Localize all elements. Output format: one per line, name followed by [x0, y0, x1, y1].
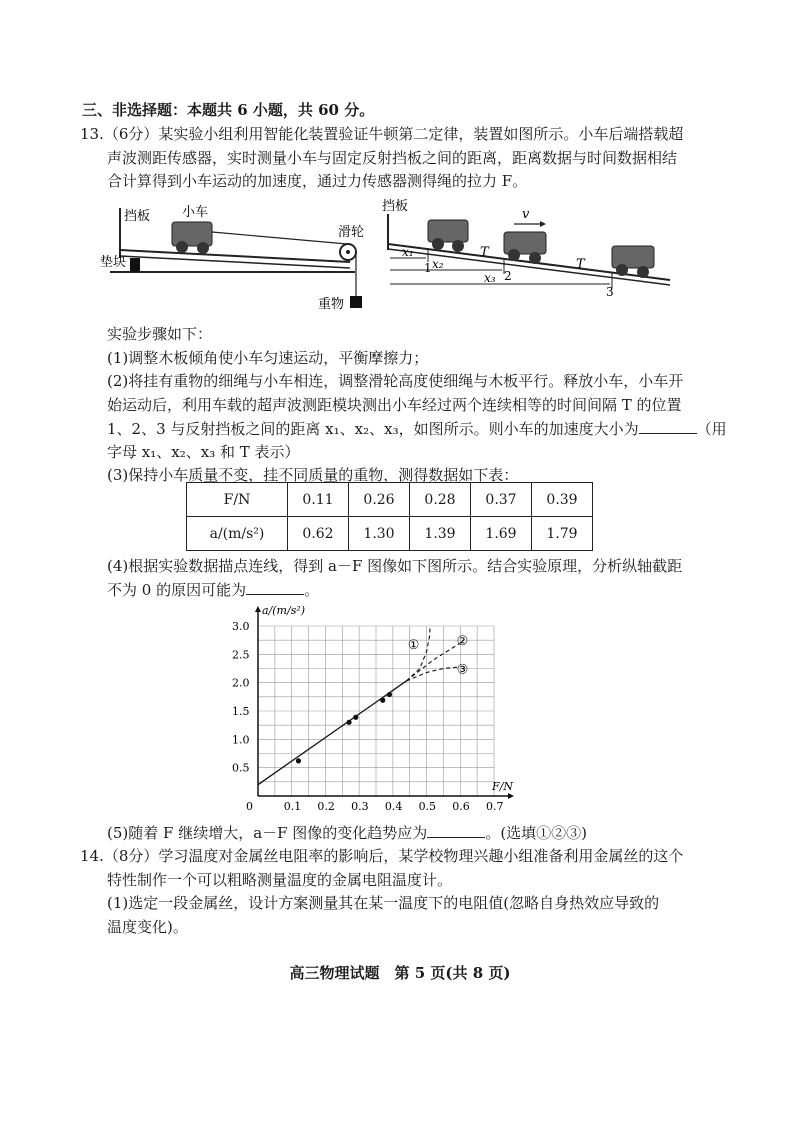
y-tick-label: 1.0 — [232, 733, 250, 747]
data-point — [296, 758, 301, 763]
chart-points — [296, 692, 392, 764]
section-title: 三、非选择题：本题共 6 小题，共 60 分。 — [82, 101, 375, 119]
x-tick-label: 0.6 — [452, 800, 470, 813]
incline-plank-bottom — [120, 256, 350, 268]
y-tick-label: 0.5 — [232, 761, 250, 775]
q14-line-2: 特性制作一个可以粗略测量温度的金属电阻温度计。 — [107, 871, 453, 889]
y-axis-label: a/(m/s²) — [262, 604, 306, 617]
data-point — [380, 698, 385, 703]
x-tick-label: 0.4 — [384, 800, 403, 813]
q13-intro-line-3: 合计算得到小车运动的加速度，通过力传感器测得绳的拉力 F。 — [107, 172, 528, 190]
table-cell: 0.39 — [532, 483, 593, 517]
table-row-acceleration — [187, 517, 593, 551]
table-cell: 0.37 — [471, 483, 532, 517]
q13-intro-line-1: 13.（6分）某实验小组利用智能化装置验证牛顿第二定律，装置如图所示。小车后端搭载超 — [80, 125, 684, 143]
a-f-chart — [222, 600, 522, 815]
cart-position-1 — [428, 220, 468, 242]
cart-body — [172, 222, 212, 246]
label-T2: T — [576, 257, 585, 272]
x-axis-arrow — [508, 793, 514, 799]
data-point — [353, 715, 358, 720]
hanging-weight — [350, 296, 362, 308]
data-table — [186, 482, 593, 551]
cart3-wheel-a — [616, 264, 628, 276]
step-3: (3)保持小车质量不变，挂不同质量的重物，测得数据如下表： — [107, 466, 519, 484]
y-tick-label: 2.5 — [232, 648, 250, 662]
incline-plank-top — [120, 250, 350, 262]
table-head-force: F/N — [187, 483, 288, 517]
step-2-line-2: 始运动后，利用车载的超声波测距模块测出小车经过两个连续相等的时间间隔 T 的位置 — [107, 396, 682, 414]
cart-wheel-right — [197, 242, 209, 254]
x-axis-label: F/N — [492, 780, 513, 793]
table-cell: 1.79 — [532, 517, 593, 551]
wedge-block — [130, 258, 140, 272]
y-tick-label: 1.5 — [232, 705, 250, 718]
data-point — [346, 720, 351, 725]
step-4-line-1: (4)根据实验数据描点连线，得到 a－F 图像如下图所示。结合实验原理，分析纵轴截距 — [107, 557, 683, 575]
x-tick-label: 0.5 — [418, 800, 437, 813]
x-tick-label: 0.3 — [351, 800, 369, 813]
label-weight: 重物 — [318, 297, 345, 312]
cart2-wheel-a — [508, 249, 520, 261]
apparatus-figure-right — [380, 198, 680, 298]
table-cell: 1.39 — [410, 517, 471, 551]
q13-intro-line-2: 声波测距传感器，实时测量小车与固定反射挡板之间的距离，距离数据与时间数据相结 — [107, 149, 678, 167]
label-car: 小车 — [182, 205, 209, 220]
label-v: v — [522, 207, 530, 222]
step-2-line-3-tail: （用 — [696, 420, 727, 438]
apparatus-figure-left — [100, 200, 380, 315]
chart-axes — [255, 606, 514, 799]
x-tick-label: 0 — [246, 800, 253, 813]
step-2-line-4: 字母 x₁、x₂、x₃ 和 T 表示） — [107, 443, 300, 461]
label-p3: 3 — [606, 285, 614, 298]
string-horizontal — [212, 232, 347, 244]
pulley-axle — [346, 250, 350, 254]
step-2-line-3-text: 1、2、3 与反射挡板之间的距离 x₁、x₂、x₃，如图所示。则小车的加速度大小为 — [107, 420, 639, 438]
curve-label-3: ③ — [456, 662, 469, 678]
q14-line-1: 14.（8分）学习温度对金属丝电阻率的影响后，某学校物理兴趣小组准备利用金属丝的这个 — [80, 847, 684, 865]
label-board-right: 挡板 — [382, 199, 409, 214]
y-tick-label: 3.0 — [232, 620, 250, 633]
table-cell: 0.11 — [288, 483, 349, 517]
table-cell: 0.28 — [410, 483, 471, 517]
y-tick-label: 2.0 — [232, 676, 250, 690]
table-cell: 0.26 — [349, 483, 410, 517]
fit-line — [258, 681, 406, 785]
curve-label-1: ① — [407, 638, 420, 654]
x-tick-label: 0.7 — [486, 800, 504, 813]
table-head-acceleration: a/(m/s²) — [187, 517, 288, 551]
table-cell: 0.62 — [288, 517, 349, 551]
cart-position-3 — [612, 246, 654, 268]
page-footer: 高三物理试题 第 5 页(共 8 页) — [289, 964, 511, 982]
data-point — [387, 692, 392, 697]
table-cell: 1.69 — [471, 517, 532, 551]
label-T1: T — [480, 245, 489, 260]
answer-blank-acceleration[interactable] — [639, 418, 697, 434]
label-p2: 2 — [504, 269, 512, 283]
cart1-wheel-b — [452, 240, 464, 252]
label-x3: x₃ — [484, 271, 496, 285]
chart-labels — [262, 604, 513, 793]
curve-label-2: ② — [456, 634, 469, 650]
cart-wheel-left — [176, 241, 188, 253]
step-4-line-2-text: 不为 0 的原因可能为 — [107, 581, 247, 599]
label-x1: x₁ — [402, 245, 414, 259]
label-pulley: 滑轮 — [338, 225, 365, 240]
chart-grid — [258, 626, 494, 796]
answer-blank-intercept[interactable] — [246, 579, 304, 595]
step-5 — [107, 822, 587, 843]
label-board: 挡板 — [124, 209, 151, 224]
velocity-arrowhead — [540, 221, 546, 227]
y-axis-arrow — [255, 606, 261, 612]
x-tick-label: 0.2 — [317, 800, 335, 813]
x-tick-label: 0.1 — [283, 800, 302, 813]
step-5-tail: 。(选填①②③) — [485, 824, 588, 842]
q14-line-4: 温度变化)。 — [107, 918, 188, 936]
step-4-line-2: 不为 0 的原因可能为 。 — [107, 581, 320, 599]
label-x2: x₂ — [432, 257, 444, 271]
step-2-line-3 — [107, 418, 727, 439]
table-row-force — [187, 483, 593, 517]
table-cell: 1.30 — [349, 517, 410, 551]
cart3-wheel-b — [637, 266, 649, 278]
answer-blank-trend[interactable] — [427, 822, 485, 838]
label-p1: 1 — [424, 261, 432, 275]
step-1: (1)调整木板倾角使小车匀速运动，平衡摩擦力； — [107, 349, 429, 367]
steps-intro: 实验步骤如下： — [107, 325, 213, 343]
step-2-line-1: (2)将挂有重物的细绳与小车相连，调整滑轮高度使细绳与木板平行。释放小车，小车开 — [107, 372, 684, 390]
cart2-wheel-b — [529, 252, 541, 264]
q14-line-3: (1)选定一段金属丝，设计方案测量其在某一温度下的电阻值(忽略自身热效应导致的 — [107, 894, 660, 912]
cart1-wheel-a — [432, 238, 444, 250]
step-5-text: (5)随着 F 继续增大，a－F 图像的变化趋势应为 — [107, 824, 428, 842]
label-block: 垫块 — [100, 255, 127, 270]
